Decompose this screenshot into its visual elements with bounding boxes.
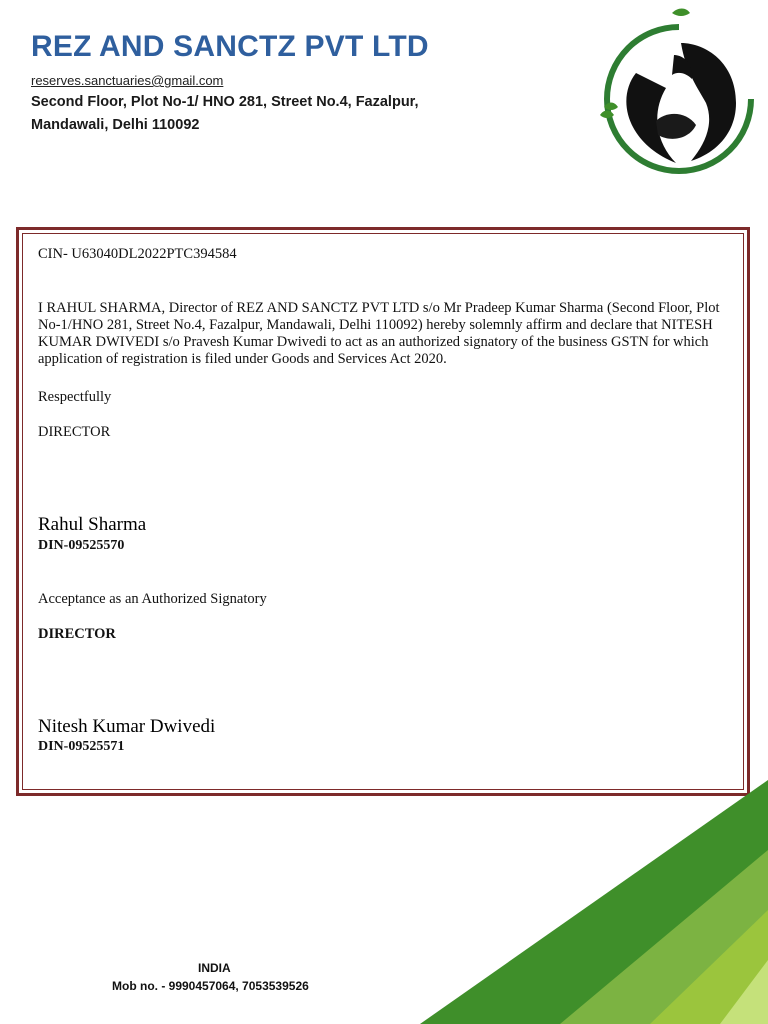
footer-country: INDIA (198, 961, 231, 975)
eagle-lion-logo-icon (586, 3, 768, 185)
director-label-1: DIRECTOR (38, 424, 111, 440)
signatory-1-name: Rahul Sharma (38, 514, 147, 535)
acceptance-text: Acceptance as an Authorized Signatory (38, 591, 267, 607)
director-label-2: DIRECTOR (38, 626, 116, 642)
signatory-2-din: DIN-09525571 (38, 739, 125, 754)
company-email-link[interactable]: reserves.sanctuaries@gmail.com (31, 73, 224, 88)
company-name: REZ AND SANCTZ PVT LTD (31, 30, 429, 63)
respectfully-text: Respectfully (38, 389, 112, 405)
cin-number: CIN- U63040DL2022PTC394584 (38, 246, 237, 262)
signatory-2-name: Nitesh Kumar Dwivedi (38, 716, 216, 737)
address-line-2: Mandawali, Delhi 110092 (31, 117, 200, 133)
declaration-paragraph: I RAHUL SHARMA, Director of REZ AND SANCTZ PVT LTD s/o Mr Pradeep Kumar Sharma (Second Floor, Plot No-1/HNO 281, Street No.4, Fazalpur, Mandawali, Delhi 110092) hereby solemnly affirm and declare that NITESH KUMAR DWIVEDI s/o Pravesh Kumar Dwivedi to act as an authorized signatory of the business GSTN for which application of registration is filed under Goods and Services Act 2020. (38, 300, 720, 367)
company-address (31, 91, 419, 137)
signatory-1-din: DIN-09525570 (38, 538, 125, 553)
address-line-1: Second Floor, Plot No-1/ HNO 281, Street No.4, Fazalpur, (31, 94, 419, 110)
footer-mobile: Mob no. - 9990457064, 7053539526 (112, 979, 309, 993)
